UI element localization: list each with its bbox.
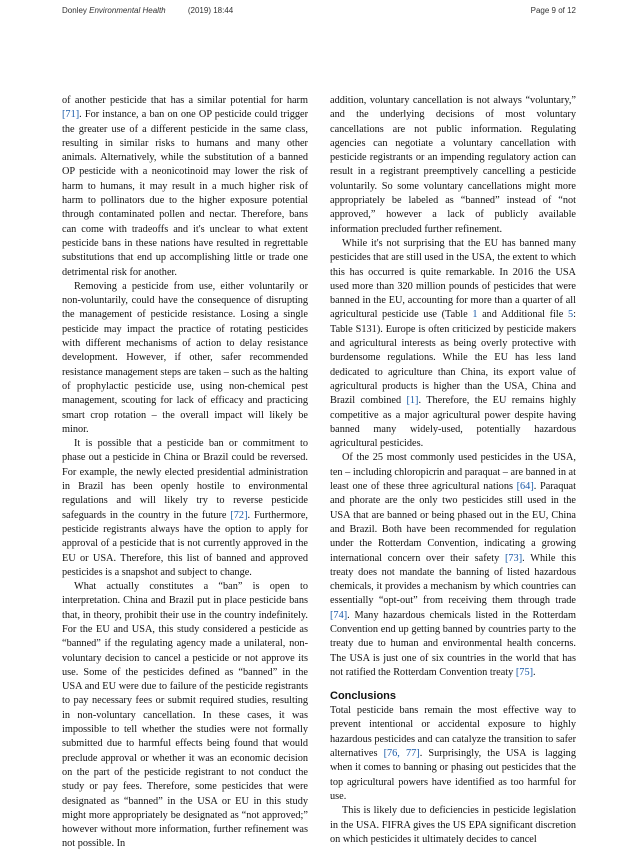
paragraph: of another pesticide that has a similar potential for harm [71]. For instance, a ban on one OP pesticide could trigger the greater use of a different pesticide in the same class, resulting in similar risks to humans and many other animals. Alternatively, while the substitution of a banned OP pesticide with a neonicotinoid may lower the risk of harm to humans, it may result in a much higher risk of harm to pollinators due to the higher exposure potential through contaminated pollen and nectar. Therefore, bans can come with tradeoffs and it's unclear to what extent pesticide bans in these nations have resulted in regrettable substitutions that end up accomplishing little or trade one detrimental risk for another.: [62, 95, 308, 278]
volume-info: (2019) 18:44: [187, 6, 234, 15]
paragraph: Removing a pesticide from use, either voluntarily or non-voluntarily, could have the consequence of disrupting the management of pesticide resistance. Losing a single pesticide may impact the practice of rotating pesticides with different mechanisms of action to delay resistance development. However, if other, safer recommended resistance management steps are taken – such as the halting of prophylactic pesticide use, using non-chemical pest management, scouting for lack of efficacy and practicing smart crop rotation – the overall impact will likely be minor.: [62, 280, 308, 435]
citation-link[interactable]: [75]: [515, 666, 534, 678]
additional-file-link[interactable]: 5: [567, 309, 574, 321]
table-link[interactable]: 1: [472, 309, 478, 321]
paragraph: Of the 25 most commonly used pesticides in the USA, ten – including chloropicrin and paraquat – are banned in at least one of these three agricultural nations [64]. Paraquat and phorate are the only two pesticides still used in the USA that are banned or being phased out in the EU, China and Brazil. Both have been recommended for regulation under the Rotterdam Convention, indicating a growing international concern over their safety [73]. While this treaty does not mandate the banning of listed hazardous chemicals, it provides a mechanism by which countries can essentially “opt-out” from receiving them through trade [74]. Many hazardous chemicals listed in the Rotterdam Convention end up getting banned by countries party to the treaty due to human and environmental health concerns. The USA is just one of six countries in the world that has not ratified the Rotterdam Convention treaty [75].: [330, 452, 577, 678]
section-heading: Conclusions: [330, 690, 397, 703]
paragraph: Total pesticide bans remain the most effective way to prevent intentional or accidental exposure to highly hazardous pesticides and can catalyze the transition to safer alternatives [76, 77]. Surprisingly, the USA is lagging when it comes to banning or phasing out pesticides that the top agricultural powers have identified as too harmful for use.: [330, 705, 576, 802]
citation-link[interactable]: [76, 77]: [383, 748, 420, 760]
paragraph: This is likely due to deficiencies in pesticide legislation in the USA. FIFRA gives the US EPA significant discretion on which pesticides it ultimately decides to cancel: [330, 805, 576, 845]
citation-link[interactable]: [74]: [330, 609, 348, 621]
citation-link[interactable]: [73]: [504, 552, 523, 564]
page-number: Page 9 of 12: [530, 6, 576, 15]
citation-link[interactable]: [1]: [406, 395, 419, 407]
paragraph: While it's not surprising that the EU has banned many pesticides that are still used in the USA, the extent to which this has occurred is quite remarkable. In 2016 the USA used more than 320 million pounds of pesticides that were banned in the EU, accounting for more than a quarter of all agricultural pesticide use (Table 1 and Additional file 5: Table S131). Europe is often criticized by pesticide makers and agricultural interests as being overly protective with burdensome regulations. While the EU has less land dedicated to agriculture than China, its export value of agricultural products is higher than the USA, China and Brazil combined [1]. Therefore, the EU remains highly competitive as a major agricultural power despite having banned many widely-used, potentially hazardous agricultural pesticides.: [330, 237, 576, 450]
paragraph: What actually constitutes a “ban” is open to interpretation. China and Brazil put in place pesticide bans that, in theory, prohibit their use in the country indefinitely. For the EU and USA, this study considered a pesticide as “banned” if the regulating agency made a unilateral, non-voluntary decision to cancel a pesticide or not approve its use. Some of the pesticides defined as “banned” in the USA and EU were due to failure of the pesticide registrants to pay necessary fees or submit required studies, resulting in non-voluntary cancellation. In these cases, it was impossible to tell whether the studies were not formally submitted due to harmful effects being found that would preclude approval or whether it was an economic decision on the part of the pesticide registrant to not conduct the study or pay fees. Therefore, some pesticides that were designated as “banned” in the USA or EU in this study might more appropriately be designated as “not approved;” however without more information, further refinement was not possible. In: [62, 581, 308, 850]
paragraph: addition, voluntary cancellation is not always “voluntary,” and the underlying decisions of most voluntary cancellations are not public information. Regulating agencies can negotiate a voluntary cancellation with pesticide registrants or an impending regulatory action can result in a registrant preemptively cancelling a pesticide voluntarily. So some voluntary cancellations might more appropriately be labeled as “banned” instead of “not approved,” however a lack of publicly available information precluded further refinement.: [330, 95, 576, 235]
running-head: [62, 6, 233, 15]
citation-link[interactable]: [71]: [62, 109, 80, 121]
right-column: [330, 94, 576, 847]
author-name: Donley: [62, 6, 87, 15]
page-header: [0, 6, 638, 20]
left-column: [62, 94, 308, 852]
citation-link[interactable]: [64]: [516, 481, 534, 493]
citation-link[interactable]: [72]: [230, 509, 248, 521]
journal-name: Environmental Health: [89, 6, 166, 15]
paragraph: It is possible that a pesticide ban or commitment to phase out a pesticide in China or Brazil could be reversed. For example, the newly elected presidential administration in Brazil has been openly hostile to environmental regulations and will likely try to reverse pesticide safeguards in the country in the future [72]. Furthermore, pesticide registrants always have the option to apply for approval of a pesticide that is not currently approved in the EU or USA. Therefore, this list of banned and approved pesticides is a snapshot and subject to change.: [62, 438, 308, 578]
